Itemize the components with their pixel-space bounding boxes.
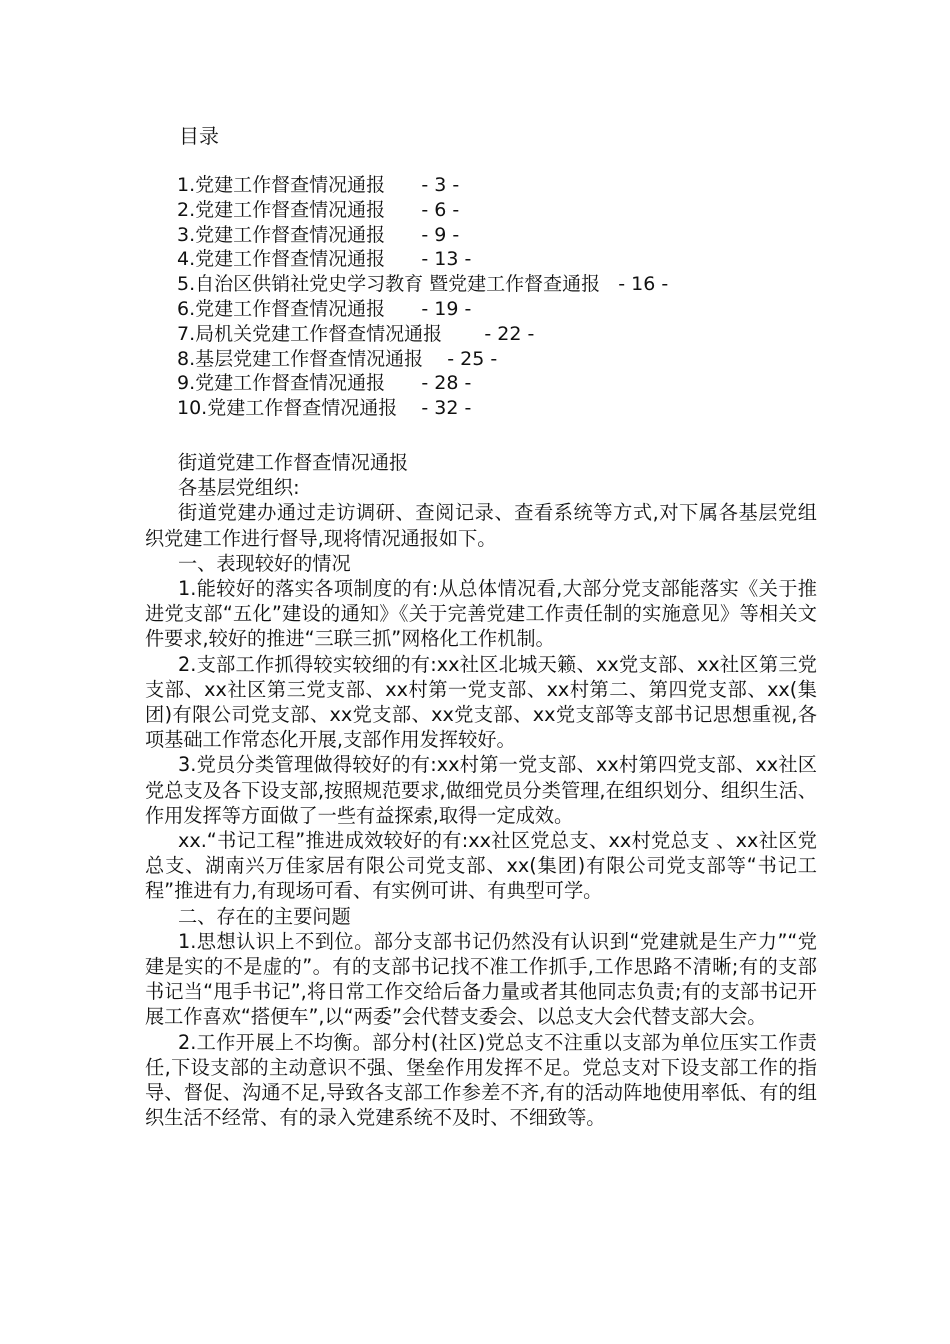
section-heading: 一、表现较好的情况 (178, 551, 351, 575)
toc-entry[interactable]: 10.党建工作督查情况通报 - 32 - (177, 397, 472, 420)
toc-entry[interactable]: 6.党建工作督查情况通报 - 19 - (177, 297, 472, 320)
report-title: 街道党建工作督查情况通报 (178, 451, 409, 474)
paragraph: 3.党员分类管理做得较好的有:xx村第一党支部、xx村第四党支部、xx社区党总支及各下设支部,按照规范要求,做细党员分类管理,在组织划分、组织生活、作用发挥等方面做了一些有益探索,取得一定成效。 (145, 753, 817, 827)
paragraph: 2.工作开展上不均衡。部分村(社区)党总支不注重以支部为单位压实工作责任,下设支部的主动意识不强、堡垒作用发挥不足。党总支对下设支部工作的指导、督促、沟通不足,导致各支部工作参差不齐,有的活动阵地使用率低、有的组织生活不经常、有的录入党建系统不及时、不细致等。 (145, 1030, 817, 1130)
paragraph: 1.能较好的落实各项制度的有:从总体情况看,大部分党支部能落实《关于推进党支部“五化”建设的通知》《关于完善党建工作责任制的实施意见》等相关文件要求,较好的推进“三联三抓”网格化工作机制。 (145, 577, 817, 651)
intro-paragraph: 街道党建办通过走访调研、查阅记录、查看系统等方式,对下属各基层党组织党建工作进行督导,现将情况通报如下。 (145, 501, 817, 550)
toc-entry[interactable]: 1.党建工作督查情况通报 - 3 - (177, 174, 460, 196)
toc-entry[interactable]: 8.基层党建工作督查情况通报 - 25 - (177, 347, 498, 370)
paragraph: 1.思想认识上不到位。部分支部书记仍然没有认识到“党建就是生产力”“党建是实的不是虚的”。有的支部书记找不准工作抓手,工作思路不清晰;有的支部书记当“甩手书记”,将日常工作交给后备力量或者其他同志负责;有的支部书记开展工作喜欢“搭便车”,以“两委”会代替支委会、以总支大会代替支部大会。 (145, 929, 817, 1029)
toc-entry[interactable]: 2.党建工作督查情况通报 - 6 - (177, 198, 460, 221)
salutation: 各基层党组织: (178, 476, 300, 500)
paragraph: xx.“书记工程”推进成效较好的有:xx社区党总支、xx村党总支 、xx社区党总支、湖南兴万佳家居有限公司党支部、xx(集团)有限公司党支部等“书记工程”推进有力,有现场可看、有实例可讲、有典型可学。 (145, 829, 817, 903)
toc-entry[interactable]: 5.自治区供销社党史学习教育 暨党建工作督查通报 - 16 - (177, 273, 669, 296)
section-heading: 二、存在的主要问题 (178, 904, 351, 928)
toc-entry[interactable]: 4.党建工作督查情况通报 - 13 - (177, 248, 472, 271)
paragraph: 2.支部工作抓得较实较细的有:xx社区北城天籁、xx党支部、xx社区第三党支部、xx社区第三党支部、xx村第一党支部、xx村第二、第四党支部、xx(集团)有限公司党支部、xx党支部、xx党支部、xx党支部等支部书记思想重视,各项基础工作常态化开展,支部作用发挥较好。 (145, 652, 817, 752)
toc-title: 目录 (179, 124, 219, 148)
table-of-contents (177, 173, 668, 421)
toc-entry[interactable]: 3.党建工作督查情况通报 - 9 - (177, 223, 460, 246)
toc-entry[interactable]: 7.局机关党建工作督查情况通报 - 22 - (177, 322, 535, 345)
toc-entry[interactable]: 9.党建工作督查情况通报 - 28 - (177, 372, 472, 395)
report-body (145, 450, 817, 1130)
